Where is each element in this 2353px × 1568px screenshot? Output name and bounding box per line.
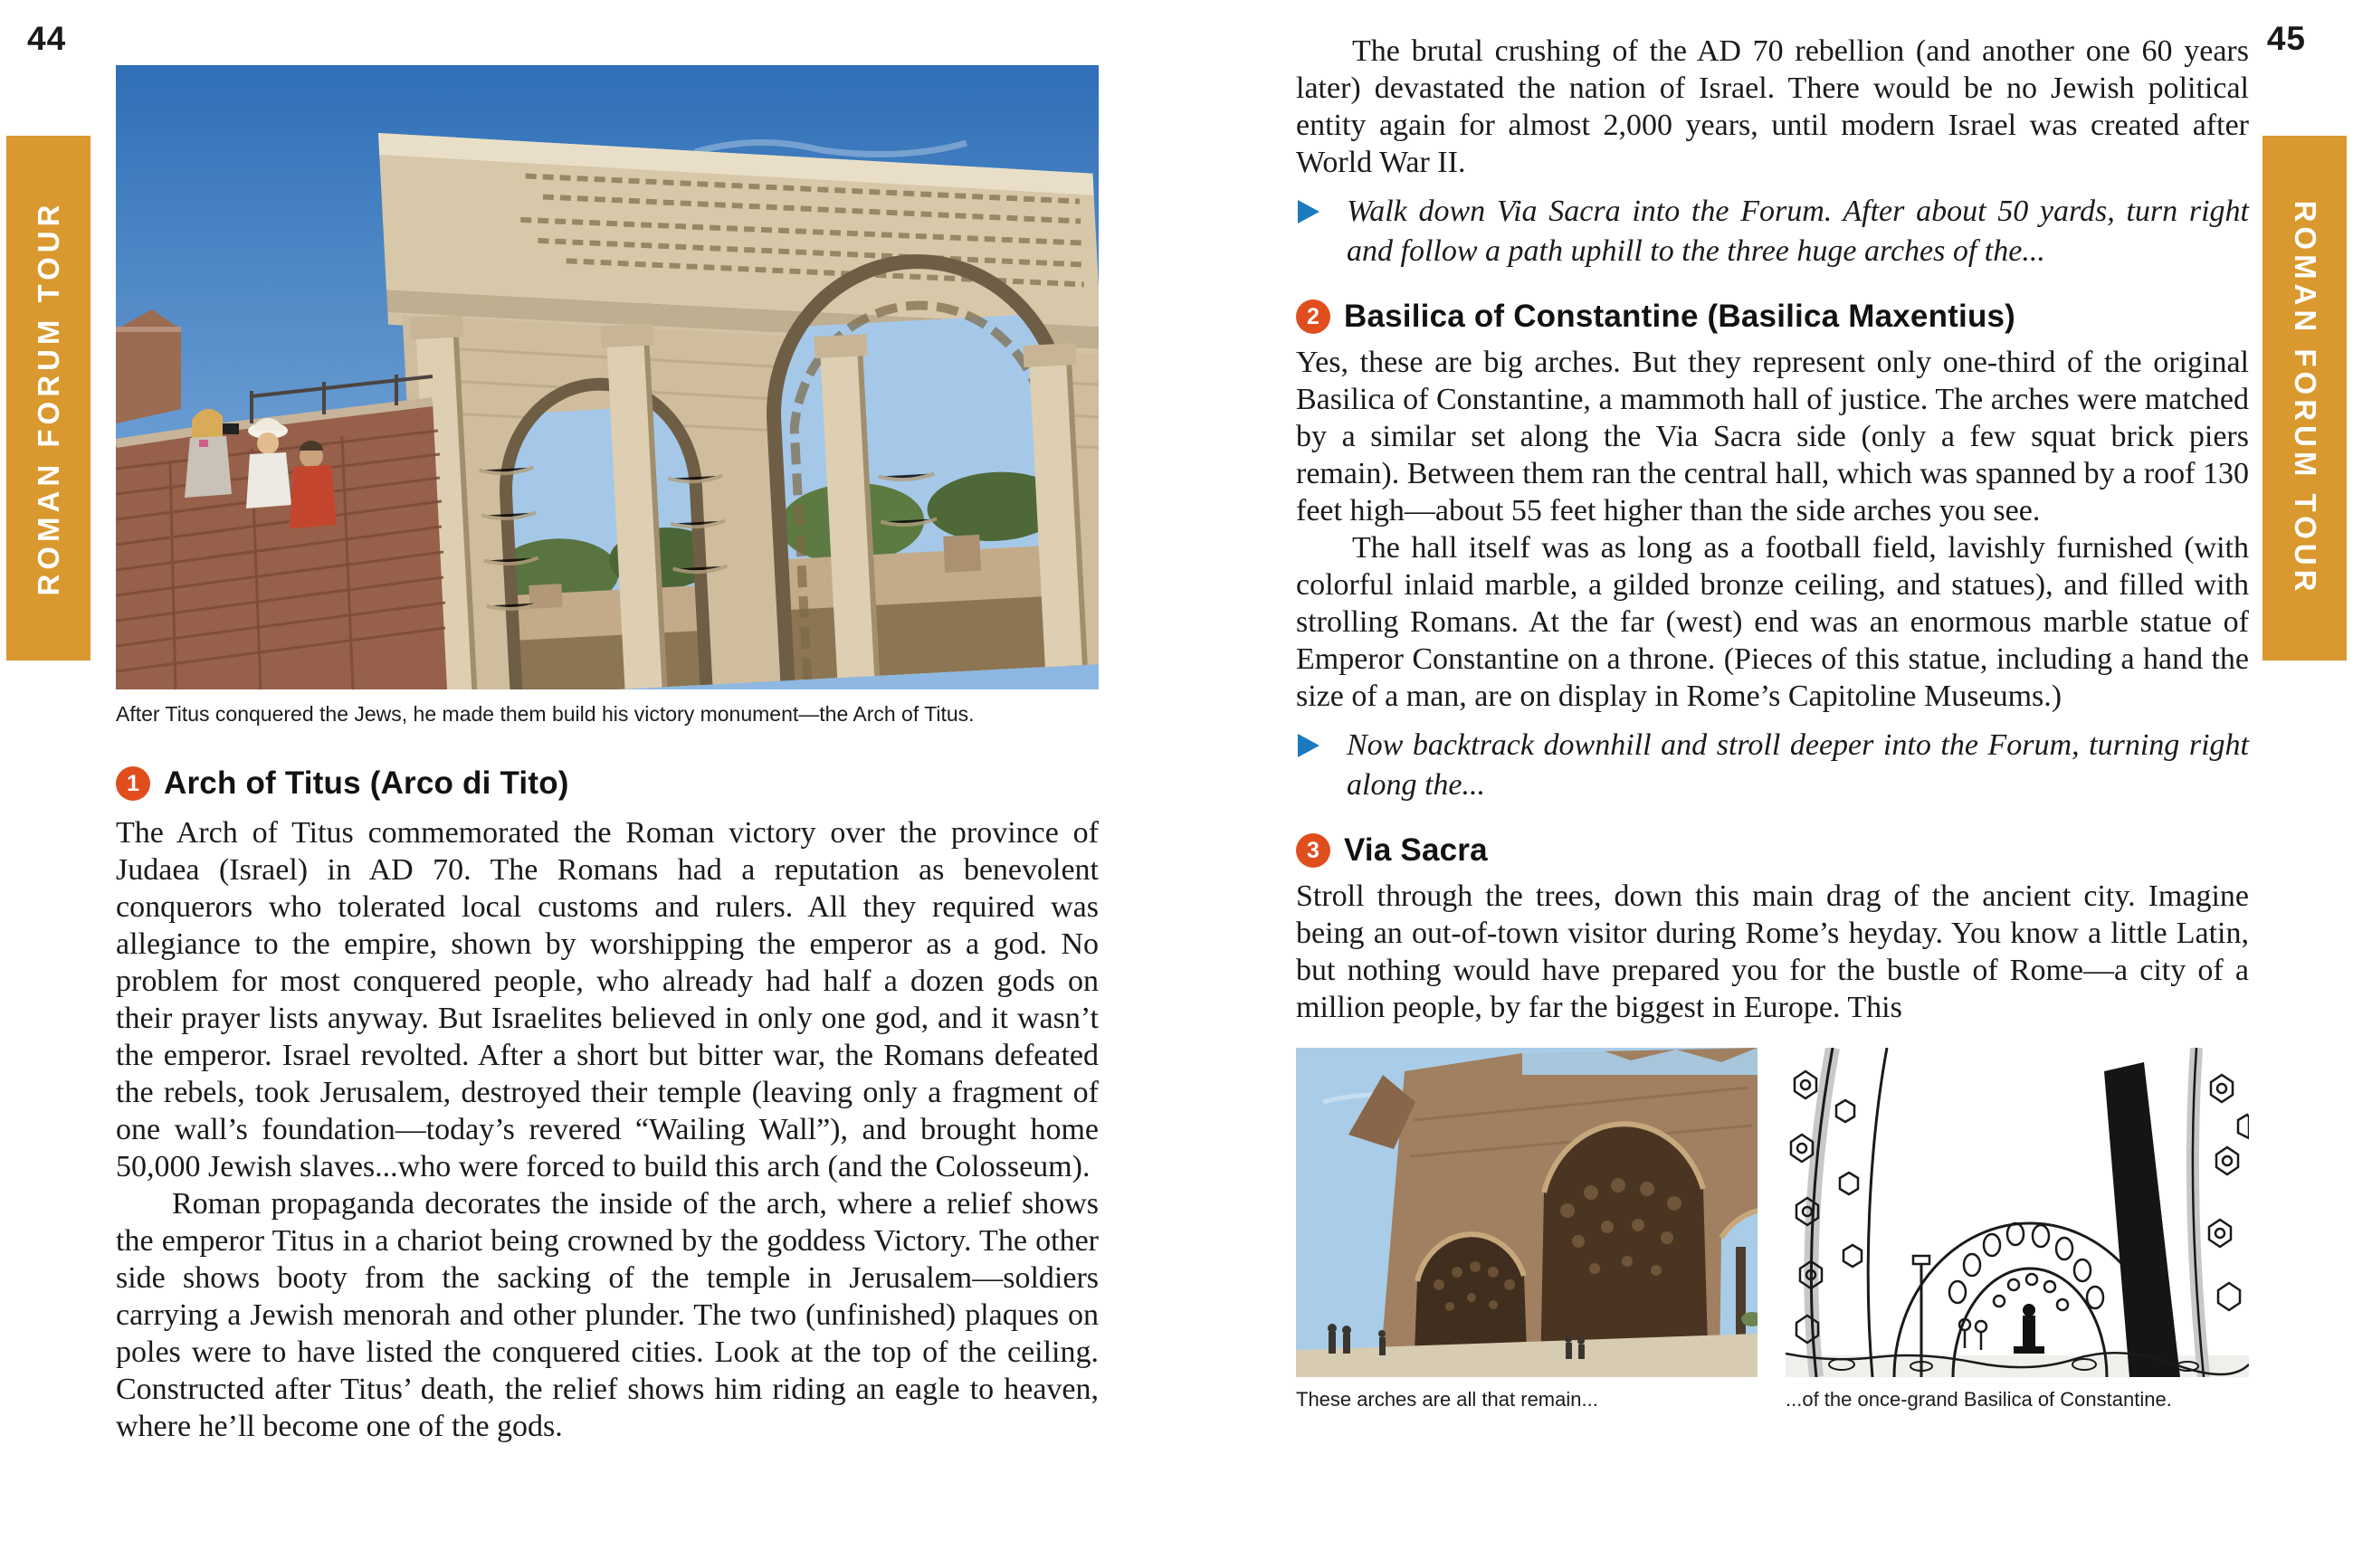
section-number-badge: 1 xyxy=(116,766,150,801)
section-title: Basilica of Constantine (Basilica Maxentius) xyxy=(1344,299,2016,334)
left-tab-label: ROMAN FORUM TOUR xyxy=(31,200,65,596)
direction-text: Walk down Via Sacra into the Forum. After about 50 yards, turn right and follow a path uphill to the three huge arches of the... xyxy=(1347,195,2249,268)
section-title: Arch of Titus (Arco di Tito) xyxy=(164,765,569,801)
right-tab-roman-forum-tour xyxy=(2262,136,2347,660)
left-body-text xyxy=(116,814,1099,1445)
right-tab-label: ROMAN FORUM TOUR xyxy=(2288,200,2322,596)
right-body-text xyxy=(1296,344,2249,715)
figure-basilica-photo xyxy=(1296,1048,1758,1413)
section-heading-via-sacra xyxy=(1296,829,2249,872)
direction-arrow-icon xyxy=(1298,734,1319,757)
direction-arrow-icon xyxy=(1298,200,1319,223)
figure-row xyxy=(1296,1048,2249,1413)
section-heading-basilica xyxy=(1296,295,2249,338)
walking-direction xyxy=(1296,726,2249,805)
left-tab-roman-forum-tour xyxy=(6,136,90,660)
figure-caption: These arches are all that remain... xyxy=(1296,1388,1598,1411)
section-title: Via Sacra xyxy=(1344,832,1488,868)
body-paragraph: Yes, these are big arches. But they represent only one-third of the original Basilica of Constantine, a mammoth hall of justice. The arches were matched by a similar set along the Via Sacra side (only a few squat brick piers remain). Between them ran the central hall, which was spanned by a roof 130 feet high—about 55 feet higher than the side arches you see. xyxy=(1296,346,2249,527)
walking-direction xyxy=(1296,192,2249,271)
body-paragraph: The hall itself was as long as a football field, lavishly furnished (with colorful inlaid marble, a gilded bronze ceiling, and statues), and filled with strolling Romans. At the far (west) end was an enormous marble statue of Emperor Constantine on a throne. (Pieces of this statue, including a hand the size of a man, are on display in Rome’s Capitoline Museums.) xyxy=(1296,531,2249,713)
body-paragraph: Stroll through the trees, down this main drag of the ancient city. Imagine being an out-of-town visitor during Rome’s heyday. You know a little Latin, but nothing would have prepared you for the bustle of Rome—a city of a million people, by far the biggest in Europe. This xyxy=(1296,879,2249,1024)
figure-basilica-drawing xyxy=(1786,1048,2249,1413)
body-paragraph: Roman propaganda decorates the inside of the arch, where a relief shows the emperor Titus in a chariot being crowned by the goddess Victory. The other side shows booty from the sacking of the temple in Jerusalem—soldiers carrying a Jewish menorah and other plunder. The two (unfinished) plaques on poles were to have listed the conquered cities. Look at the top of the ceiling. Constructed after Titus’ death, the relief shows him riding an eagle to heaven, where he’ll become one of the gods. xyxy=(116,1187,1099,1443)
right-body-text-2 xyxy=(1296,878,2249,1026)
body-paragraph: The Arch of Titus commemorated the Roman victory over the province of Judaea (Israel) in AD 70. The Romans had a reputation as benevolent conquerors who tolerated local customs and rulers. All they required was allegiance to the empire, shown by worshipping the emperor as a god. No problem for most conquered people, who already had half a dozen gods on their prayer lists anyway. But Israelites believed in only one god, and it wasn’t the emperor. Israel revolted. After a short but bitter war, the Romans defeated the rebels, took Jerusalem, destroyed their temple (leaving only a fragment of one wall’s foundation—today’s revered “Wailing Wall”), and brought home 50,000 Jewish slaves...who were forced to build this arch (and the Colosseum). xyxy=(116,816,1099,1183)
figure-caption: ...of the once-grand Basilica of Constantine. xyxy=(1786,1388,2172,1411)
section-number-badge: 3 xyxy=(1296,833,1330,868)
body-paragraph: The brutal crushing of the AD 70 rebellion (and another one 60 years later) devastated the nation of Israel. There would be no Jewish political entity again for almost 2,000 years, until modern Israel was created after World War II. xyxy=(1296,34,2249,179)
direction-text: Now backtrack downhill and stroll deeper into the Forum, turning right along the... xyxy=(1347,728,2249,802)
arch-of-titus-photo xyxy=(116,65,1099,689)
page-number-right: 45 xyxy=(2266,20,2306,57)
basilica-arches-photo xyxy=(1296,1048,1758,1377)
section-number-badge: 2 xyxy=(1296,299,1330,334)
section-heading-arch-of-titus xyxy=(116,762,1099,805)
page-number-left: 44 xyxy=(27,20,67,57)
basilica-reconstruction-drawing xyxy=(1786,1048,2249,1377)
photo-caption: After Titus conquered the Jews, he made them build his victory monument—the Arch of Titus. xyxy=(116,702,975,726)
